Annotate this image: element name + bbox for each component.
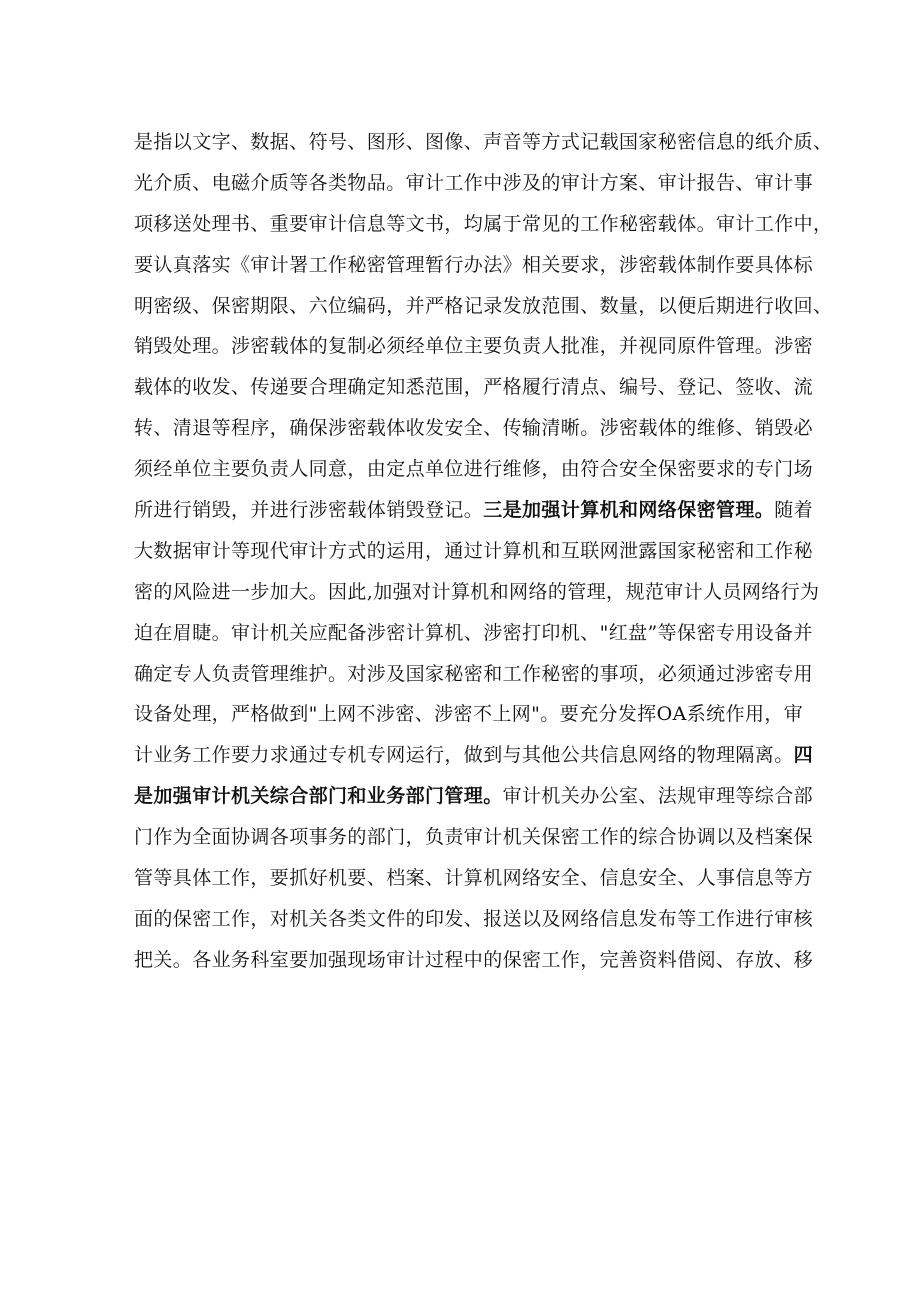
bold-heading-text: 三是加强计算机和网络保密管理。: [483, 499, 775, 522]
text-segment: 门作为全面协调各项事务的部门，负责审计机关保密工作的综合协调以及档案保: [134, 826, 814, 849]
text-segment: 销毁处理。涉密载体的复制必须经单位主要负责人批准，并视同原件管理。涉密: [134, 335, 814, 358]
text-line: [134, 531, 814, 572]
text-segment: 光介质、电磁介质等各类物品。审计工作中涉及的审计方案、审计报告、审计事: [134, 171, 814, 194]
text-line: [134, 245, 814, 286]
text-line: [134, 899, 814, 940]
text-segment: 载体的收发、传递要合理确定知悉范围，严格履行清点、编号、登记、签收、流: [134, 376, 814, 399]
text-segment: 明密级、保密期限、六位编码，并严格记录发放范围、数量，以便后期进行收回、: [134, 294, 833, 317]
text-segment: 把关。各业务科室要加强现场审计过程中的保密工作，完善资料借阅、存放、移: [134, 948, 814, 971]
text-line: [134, 367, 814, 408]
text-line: [134, 817, 814, 858]
text-line: [134, 204, 833, 245]
text-segment: 迫在眉睫。审计机关应配备涉密计算机、涉密打印机、"红盘”等保密专用设备并: [134, 621, 813, 644]
text-segment: 审计机关办公室、法规审理等综合部: [502, 785, 814, 808]
bold-heading-text: 是加强审计机关综合部门和业务部门管理。: [134, 785, 503, 808]
bold-heading-text: 四: [793, 744, 814, 767]
text-segment: 是指以文字、数据、符号、图形、图像、声音等方式记载国家秘密信息的纸介质、: [134, 131, 833, 153]
body-text: [134, 122, 833, 981]
text-line: [134, 408, 814, 449]
text-segment: 要认真落实《审计署工作秘密管理暂行办法》相关要求，涉密载体制作要具体标: [134, 253, 814, 276]
text-segment: 确定专人负责管理维护。对涉及国家秘密和工作秘密的事项，必须通过涉密专用: [134, 662, 814, 685]
text-line: [134, 940, 814, 981]
text-segment: 计业务工作要力求通过专机专网运行，做到与其他公共信息网络的物理隔离。: [134, 744, 794, 767]
text-line: [134, 286, 833, 327]
text-segment: 随着: [774, 499, 814, 522]
text-line: [134, 572, 820, 613]
text-line: [134, 449, 814, 490]
text-segment: 转、清退等程序，确保涉密载体收发安全、传输清晰。涉密载体的维修、销毁必: [134, 417, 814, 440]
text-line: [134, 613, 813, 654]
text-segment: 密的风险进一步加大。因此,加强对计算机和网络的管理，规范审计人员网络行为: [134, 580, 820, 603]
text-segment: 大数据审计等现代审计方式的运用，通过计算机和互联网泄露国家秘密和工作秘: [134, 539, 814, 562]
text-segment: 所进行销毁，并进行涉密载体销毁登记。: [134, 499, 484, 522]
text-segment: 项移送处理书、重要审计信息等文书，均属于常见的工作秘密载体。审计工作中，: [134, 212, 833, 235]
text-line: [134, 735, 814, 776]
text-line: [134, 858, 814, 899]
text-line: [134, 776, 814, 817]
text-segment: 须经单位主要负责人同意，由定点单位进行维修，由符合安全保密要求的专门场: [134, 458, 814, 481]
text-segment: 设备处理，严格做到"上网不涉密、涉密不上网"。要充分发挥OA系统作用，审: [134, 703, 804, 726]
text-line: [134, 326, 814, 367]
text-line: [134, 694, 804, 735]
text-segment: 管等具体工作，要抓好机要、档案、计算机网络安全、信息安全、人事信息等方: [134, 867, 814, 890]
text-segment: 面的保密工作，对机关各类文件的印发、报送以及网络信息发布等工作进行审核: [134, 907, 814, 930]
text-line: [134, 163, 814, 204]
text-line: [134, 490, 814, 531]
text-line: [134, 122, 833, 163]
text-line: [134, 654, 814, 695]
